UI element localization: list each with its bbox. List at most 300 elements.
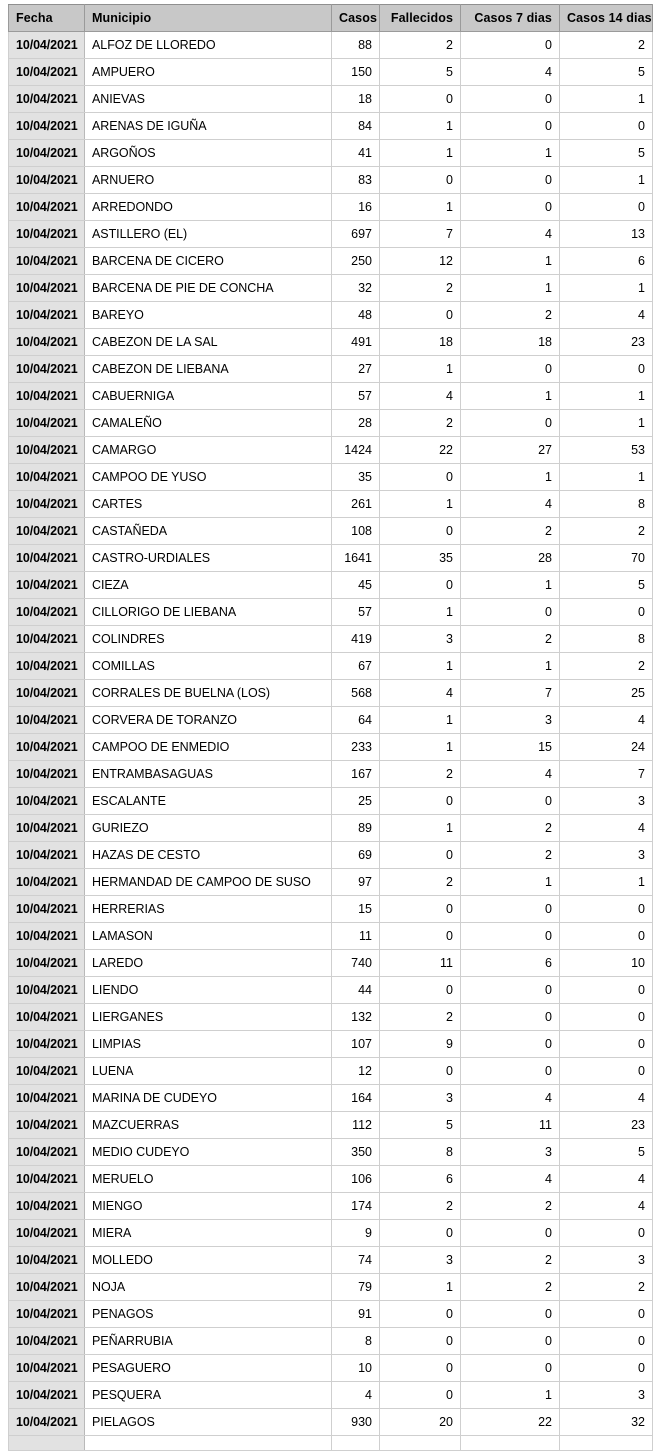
cell-fecha: 10/04/2021 xyxy=(9,1058,85,1085)
cell-casos-7-dias: 1 xyxy=(461,464,560,491)
cell-casos: 57 xyxy=(332,599,380,626)
cell-casos-7-dias: 0 xyxy=(461,167,560,194)
cell-casos-7-dias: 4 xyxy=(461,761,560,788)
cell-fallecidos: 2 xyxy=(380,1004,461,1031)
cell-casos-14-dias: 5 xyxy=(560,140,653,167)
cell-casos-7-dias: 28 xyxy=(461,545,560,572)
cell-casos-7-dias: 4 xyxy=(461,59,560,86)
cell-casos-7-dias: 4 xyxy=(461,1085,560,1112)
table-row[interactable] xyxy=(9,626,653,653)
cell-fallecidos: 1 xyxy=(380,599,461,626)
cell-fecha: 10/04/2021 xyxy=(9,788,85,815)
cell-casos-14-dias: 8 xyxy=(560,491,653,518)
cell-casos-7-dias: 4 xyxy=(461,491,560,518)
cell-fallecidos: 1 xyxy=(380,653,461,680)
table-row[interactable] xyxy=(9,1247,653,1274)
table-row[interactable] xyxy=(9,248,653,275)
cell-casos-14-dias: 2 xyxy=(560,1274,653,1301)
cell-casos-14-dias: 13 xyxy=(560,221,653,248)
cell-casos: 930 xyxy=(332,1409,380,1436)
cell-casos-14-dias: 53 xyxy=(560,437,653,464)
cell-casos: 67 xyxy=(332,653,380,680)
table-header xyxy=(9,5,653,32)
cell-municipio: CABEZON DE LA SAL xyxy=(85,329,332,356)
table-row[interactable] xyxy=(9,977,653,1004)
cell-casos: 48 xyxy=(332,302,380,329)
table-row[interactable] xyxy=(9,1328,653,1355)
cell-casos-7-dias: 0 xyxy=(461,32,560,59)
cell-casos: 1424 xyxy=(332,437,380,464)
table-row[interactable] xyxy=(9,113,653,140)
cell-fallecidos: 0 xyxy=(380,977,461,1004)
cell-fallecidos: 1 xyxy=(380,707,461,734)
cell-casos-14-dias: 0 xyxy=(560,599,653,626)
cell-fallecidos: 0 xyxy=(380,788,461,815)
cell-casos: 28 xyxy=(332,410,380,437)
table-row[interactable] xyxy=(9,140,653,167)
cell-fecha: 10/04/2021 xyxy=(9,1301,85,1328)
cell-municipio: CAMPOO DE ENMEDIO xyxy=(85,734,332,761)
cell-casos-14-dias: 5 xyxy=(560,572,653,599)
cell-casos-7-dias: 0 xyxy=(461,788,560,815)
cell-fecha: 10/04/2021 xyxy=(9,1139,85,1166)
cell-casos: 88 xyxy=(332,32,380,59)
cell-casos-14-dias: 1 xyxy=(560,464,653,491)
cell-casos-7-dias: 2 xyxy=(461,1193,560,1220)
cell-fecha: 10/04/2021 xyxy=(9,653,85,680)
cell-fecha: 10/04/2021 xyxy=(9,1220,85,1247)
cell-casos-14-dias: 0 xyxy=(560,1220,653,1247)
cell-fecha: 10/04/2021 xyxy=(9,1355,85,1382)
cell-municipio: BARCENA DE PIE DE CONCHA xyxy=(85,275,332,302)
cell-fallecidos: 1 xyxy=(380,1274,461,1301)
cell-casos-14-dias: 25 xyxy=(560,680,653,707)
table-row[interactable] xyxy=(9,410,653,437)
cell-fallecidos: 0 xyxy=(380,464,461,491)
cell-municipio: MERUELO xyxy=(85,1166,332,1193)
table-row[interactable] xyxy=(9,356,653,383)
cell-casos-7-dias: 6 xyxy=(461,950,560,977)
cell-fallecidos: 0 xyxy=(380,302,461,329)
cell-fallecidos: 0 xyxy=(380,896,461,923)
cell-casos-14-dias: 10 xyxy=(560,950,653,977)
table-row[interactable] xyxy=(9,1166,653,1193)
cell-casos-7-dias: 0 xyxy=(461,86,560,113)
cell-municipio: PIELAGOS xyxy=(85,1409,332,1436)
table-row[interactable] xyxy=(9,950,653,977)
cell-fallecidos: 0 xyxy=(380,1355,461,1382)
table-row[interactable] xyxy=(9,1139,653,1166)
cell-casos-7-dias: 1 xyxy=(461,1382,560,1409)
cell-municipio: PESAGUERO xyxy=(85,1355,332,1382)
cell-casos-14-dias: 4 xyxy=(560,1193,653,1220)
cell-casos-14-dias: 1 xyxy=(560,275,653,302)
cell-casos-14-dias: 4 xyxy=(560,815,653,842)
cell-municipio: PEÑARRUBIA xyxy=(85,1328,332,1355)
cell-fallecidos: 2 xyxy=(380,410,461,437)
table-row[interactable] xyxy=(9,275,653,302)
cell-municipio: LUENA xyxy=(85,1058,332,1085)
cell-fecha: 10/04/2021 xyxy=(9,1247,85,1274)
cell-municipio: ESCALANTE xyxy=(85,788,332,815)
cell-casos-7-dias: 2 xyxy=(461,842,560,869)
cell-fecha: 10/04/2021 xyxy=(9,950,85,977)
table-row[interactable] xyxy=(9,653,653,680)
cell-casos-14-dias: 1 xyxy=(560,383,653,410)
cell-casos-14-dias: 1 xyxy=(560,86,653,113)
cell-municipio: BARCENA DE CICERO xyxy=(85,248,332,275)
cell-fecha: 10/04/2021 xyxy=(9,707,85,734)
cell-casos-7-dias: 0 xyxy=(461,923,560,950)
cell-casos-14-dias: 0 xyxy=(560,1058,653,1085)
cell-casos-14-dias: 8 xyxy=(560,626,653,653)
cell-fecha: 10/04/2021 xyxy=(9,167,85,194)
cell-casos-14-dias: 1 xyxy=(560,410,653,437)
cell-casos-14-dias: 4 xyxy=(560,707,653,734)
table-row[interactable] xyxy=(9,194,653,221)
cell-casos: 97 xyxy=(332,869,380,896)
cell-fallecidos: 7 xyxy=(380,221,461,248)
cell-municipio: ANIEVAS xyxy=(85,86,332,113)
cell-fecha: 10/04/2021 xyxy=(9,275,85,302)
table-row[interactable] xyxy=(9,1004,653,1031)
cell-casos: 4 xyxy=(332,1382,380,1409)
cell-casos-7-dias: 3 xyxy=(461,1139,560,1166)
table-row[interactable] xyxy=(9,59,653,86)
cell-municipio: CAMPOO DE YUSO xyxy=(85,464,332,491)
cell-fecha: 10/04/2021 xyxy=(9,1004,85,1031)
cell-casos: 91 xyxy=(332,1301,380,1328)
table-row[interactable] xyxy=(9,1274,653,1301)
cell-fallecidos: 4 xyxy=(380,680,461,707)
cell-casos: 419 xyxy=(332,626,380,653)
cell-municipio: LIERGANES xyxy=(85,1004,332,1031)
table-row[interactable] xyxy=(9,302,653,329)
covid-municipality-table xyxy=(8,4,653,1451)
cell-casos: 32 xyxy=(332,275,380,302)
cell-casos: 233 xyxy=(332,734,380,761)
cell-municipio: AMPUERO xyxy=(85,59,332,86)
cell-casos-14-dias: 0 xyxy=(560,113,653,140)
cell-fecha: 10/04/2021 xyxy=(9,248,85,275)
cell-casos: 150 xyxy=(332,59,380,86)
cell-fallecidos: 0 xyxy=(380,167,461,194)
cell-casos: 25 xyxy=(332,788,380,815)
table-row[interactable] xyxy=(9,545,653,572)
cell-municipio: LIENDO xyxy=(85,977,332,1004)
cell-casos: 350 xyxy=(332,1139,380,1166)
cell-fallecidos: 0 xyxy=(380,1301,461,1328)
cell-fallecidos: 6 xyxy=(380,1166,461,1193)
table-row[interactable] xyxy=(9,761,653,788)
cell-fallecidos: 2 xyxy=(380,32,461,59)
cell-fecha: 10/04/2021 xyxy=(9,1274,85,1301)
cell-casos-7-dias: 18 xyxy=(461,329,560,356)
cell-casos-7-dias: 0 xyxy=(461,1328,560,1355)
cell-fecha: 10/04/2021 xyxy=(9,1085,85,1112)
cell-casos-7-dias: 3 xyxy=(461,707,560,734)
table-row[interactable] xyxy=(9,680,653,707)
cell-municipio: COMILLAS xyxy=(85,653,332,680)
cell-municipio: CASTAÑEDA xyxy=(85,518,332,545)
cell-fallecidos: 1 xyxy=(380,356,461,383)
cell-casos: 491 xyxy=(332,329,380,356)
cell-fecha: 10/04/2021 xyxy=(9,86,85,113)
cell-casos-7-dias: 1 xyxy=(461,140,560,167)
cell-casos-14-dias: 0 xyxy=(560,1328,653,1355)
cell-fecha: 10/04/2021 xyxy=(9,977,85,1004)
cell-casos-14-dias: 0 xyxy=(560,977,653,1004)
table-row[interactable] xyxy=(9,788,653,815)
cell-casos-14-dias: 24 xyxy=(560,734,653,761)
table-row[interactable] xyxy=(9,1409,653,1436)
cell-casos-14-dias: 4 xyxy=(560,302,653,329)
cell-municipio: MIENGO xyxy=(85,1193,332,1220)
cell-municipio: CILLORIGO DE LIEBANA xyxy=(85,599,332,626)
cell-casos: 27 xyxy=(332,356,380,383)
cell-municipio: MIERA xyxy=(85,1220,332,1247)
table-row[interactable] xyxy=(9,167,653,194)
cell-casos: 1641 xyxy=(332,545,380,572)
cell-fecha: 10/04/2021 xyxy=(9,545,85,572)
cell-fallecidos: 1 xyxy=(380,734,461,761)
table-row[interactable] xyxy=(9,869,653,896)
cell-fallecidos: 3 xyxy=(380,626,461,653)
cell-casos: 568 xyxy=(332,680,380,707)
cell-fallecidos: 1 xyxy=(380,113,461,140)
cell-casos-14-dias: 3 xyxy=(560,1247,653,1274)
cell-casos: 164 xyxy=(332,1085,380,1112)
cell-fallecidos: 1 xyxy=(380,140,461,167)
cell-municipio: ARNUERO xyxy=(85,167,332,194)
cell-casos-14-dias xyxy=(560,1436,653,1451)
cell-casos: 18 xyxy=(332,86,380,113)
cell-casos-7-dias: 7 xyxy=(461,680,560,707)
cell-fecha: 10/04/2021 xyxy=(9,842,85,869)
cell-casos: 12 xyxy=(332,1058,380,1085)
cell-casos: 167 xyxy=(332,761,380,788)
cell-municipio: CAMALEÑO xyxy=(85,410,332,437)
cell-fecha: 10/04/2021 xyxy=(9,59,85,86)
cell-casos-14-dias: 32 xyxy=(560,1409,653,1436)
cell-fecha: 10/04/2021 xyxy=(9,518,85,545)
cell-fecha: 10/04/2021 xyxy=(9,1112,85,1139)
table-row[interactable] xyxy=(9,221,653,248)
cell-casos: 64 xyxy=(332,707,380,734)
cell-casos: 106 xyxy=(332,1166,380,1193)
column-header-fallecidos[interactable]: Fallecidos xyxy=(380,5,461,32)
cell-fecha: 10/04/2021 xyxy=(9,761,85,788)
cell-casos-14-dias: 0 xyxy=(560,1301,653,1328)
cell-fallecidos: 1 xyxy=(380,815,461,842)
cell-fallecidos: 2 xyxy=(380,1193,461,1220)
cell-fecha: 10/04/2021 xyxy=(9,626,85,653)
column-header-casos-14-dias[interactable]: Casos 14 dias xyxy=(560,5,653,32)
cell-fallecidos: 12 xyxy=(380,248,461,275)
cell-municipio: LAMASON xyxy=(85,923,332,950)
cell-fallecidos: 3 xyxy=(380,1247,461,1274)
cell-fallecidos: 0 xyxy=(380,572,461,599)
cell-fecha: 10/04/2021 xyxy=(9,491,85,518)
table-row[interactable] xyxy=(9,707,653,734)
cell-casos-14-dias: 4 xyxy=(560,1166,653,1193)
cell-municipio: ARREDONDO xyxy=(85,194,332,221)
cell-casos-7-dias: 4 xyxy=(461,221,560,248)
cell-casos-14-dias: 2 xyxy=(560,653,653,680)
cell-municipio: GURIEZO xyxy=(85,815,332,842)
column-header-casos-7-dias[interactable]: Casos 7 dias xyxy=(461,5,560,32)
cell-casos: 107 xyxy=(332,1031,380,1058)
cell-casos-7-dias: 0 xyxy=(461,356,560,383)
cell-casos-14-dias: 1 xyxy=(560,167,653,194)
cell-fallecidos: 5 xyxy=(380,59,461,86)
column-header-casos[interactable]: Casos xyxy=(332,5,380,32)
table-row[interactable] xyxy=(9,437,653,464)
cell-casos-14-dias: 4 xyxy=(560,1085,653,1112)
cell-fecha xyxy=(9,1436,85,1451)
cell-municipio: HERRERIAS xyxy=(85,896,332,923)
table-row[interactable] xyxy=(9,815,653,842)
table-row[interactable] xyxy=(9,923,653,950)
cell-casos: 132 xyxy=(332,1004,380,1031)
cell-casos-7-dias: 0 xyxy=(461,977,560,1004)
cell-fecha: 10/04/2021 xyxy=(9,32,85,59)
cell-fecha: 10/04/2021 xyxy=(9,194,85,221)
cell-municipio: ARENAS DE IGUÑA xyxy=(85,113,332,140)
cell-casos-7-dias: 0 xyxy=(461,1058,560,1085)
table-row[interactable] xyxy=(9,1301,653,1328)
table-row[interactable] xyxy=(9,383,653,410)
cell-municipio: HERMANDAD DE CAMPOO DE SUSO xyxy=(85,869,332,896)
column-header-fecha[interactable]: Fecha xyxy=(9,5,85,32)
cell-casos: 11 xyxy=(332,923,380,950)
cell-casos-7-dias: 0 xyxy=(461,896,560,923)
cell-municipio: NOJA xyxy=(85,1274,332,1301)
cell-casos-14-dias: 70 xyxy=(560,545,653,572)
cell-casos-14-dias: 0 xyxy=(560,194,653,221)
cell-casos-7-dias: 4 xyxy=(461,1166,560,1193)
cell-casos-7-dias: 1 xyxy=(461,869,560,896)
cell-fallecidos xyxy=(380,1436,461,1451)
cell-casos-7-dias: 2 xyxy=(461,1274,560,1301)
cell-casos: 250 xyxy=(332,248,380,275)
table-row[interactable] xyxy=(9,572,653,599)
cell-municipio: BAREYO xyxy=(85,302,332,329)
cell-fecha: 10/04/2021 xyxy=(9,572,85,599)
cell-casos-7-dias: 0 xyxy=(461,1355,560,1382)
cell-municipio: CARTES xyxy=(85,491,332,518)
cell-casos: 57 xyxy=(332,383,380,410)
cell-casos: 83 xyxy=(332,167,380,194)
cell-fecha: 10/04/2021 xyxy=(9,140,85,167)
table-row[interactable] xyxy=(9,86,653,113)
cell-fecha: 10/04/2021 xyxy=(9,1031,85,1058)
cell-fallecidos: 0 xyxy=(380,923,461,950)
cell-municipio: CORRALES DE BUELNA (LOS) xyxy=(85,680,332,707)
table-row[interactable] xyxy=(9,32,653,59)
cell-fecha: 10/04/2021 xyxy=(9,464,85,491)
cell-casos-14-dias: 7 xyxy=(560,761,653,788)
cell-casos-14-dias: 3 xyxy=(560,1382,653,1409)
column-header-municipio[interactable]: Municipio xyxy=(85,5,332,32)
table-row[interactable] xyxy=(9,1193,653,1220)
table-row[interactable] xyxy=(9,896,653,923)
cell-casos-7-dias: 1 xyxy=(461,248,560,275)
cell-fallecidos: 0 xyxy=(380,518,461,545)
table-row[interactable] xyxy=(9,1112,653,1139)
cell-fecha: 10/04/2021 xyxy=(9,437,85,464)
table-row[interactable] xyxy=(9,599,653,626)
cell-fallecidos: 2 xyxy=(380,275,461,302)
cell-fecha: 10/04/2021 xyxy=(9,113,85,140)
cell-casos-7-dias: 1 xyxy=(461,275,560,302)
cell-casos xyxy=(332,1436,380,1451)
table-row[interactable] xyxy=(9,1058,653,1085)
table-row[interactable] xyxy=(9,1382,653,1409)
cell-casos: 697 xyxy=(332,221,380,248)
cell-casos-7-dias: 0 xyxy=(461,1004,560,1031)
cell-fecha: 10/04/2021 xyxy=(9,1166,85,1193)
table-row[interactable] xyxy=(9,1085,653,1112)
cell-municipio: MEDIO CUDEYO xyxy=(85,1139,332,1166)
cell-fecha: 10/04/2021 xyxy=(9,680,85,707)
cell-fecha: 10/04/2021 xyxy=(9,329,85,356)
table-row[interactable] xyxy=(9,491,653,518)
cell-municipio: LIMPIAS xyxy=(85,1031,332,1058)
cell-casos-14-dias: 0 xyxy=(560,923,653,950)
table-row[interactable] xyxy=(9,1220,653,1247)
table-row[interactable] xyxy=(9,329,653,356)
cell-casos: 174 xyxy=(332,1193,380,1220)
cell-casos-7-dias: 1 xyxy=(461,572,560,599)
cell-casos-7-dias: 2 xyxy=(461,626,560,653)
cell-fallecidos: 1 xyxy=(380,491,461,518)
cell-casos-7-dias: 2 xyxy=(461,518,560,545)
table-row[interactable] xyxy=(9,464,653,491)
cell-fallecidos: 9 xyxy=(380,1031,461,1058)
cell-fecha: 10/04/2021 xyxy=(9,383,85,410)
cell-casos: 8 xyxy=(332,1328,380,1355)
cell-casos-7-dias: 0 xyxy=(461,1220,560,1247)
cell-casos-7-dias: 22 xyxy=(461,1409,560,1436)
cell-fallecidos: 1 xyxy=(380,194,461,221)
cell-casos: 89 xyxy=(332,815,380,842)
table-body xyxy=(9,32,653,1451)
cell-fallecidos: 35 xyxy=(380,545,461,572)
table-row[interactable] xyxy=(9,842,653,869)
cell-fallecidos: 0 xyxy=(380,842,461,869)
table-row[interactable] xyxy=(9,1031,653,1058)
cell-fallecidos: 0 xyxy=(380,1220,461,1247)
table-row-partial[interactable] xyxy=(9,1436,653,1451)
cell-municipio: CAMARGO xyxy=(85,437,332,464)
cell-fallecidos: 22 xyxy=(380,437,461,464)
cell-municipio: MAZCUERRAS xyxy=(85,1112,332,1139)
table-row[interactable] xyxy=(9,518,653,545)
cell-casos-14-dias: 2 xyxy=(560,518,653,545)
cell-casos: 740 xyxy=(332,950,380,977)
table-row[interactable] xyxy=(9,734,653,761)
cell-fecha: 10/04/2021 xyxy=(9,221,85,248)
cell-casos-7-dias: 11 xyxy=(461,1112,560,1139)
cell-municipio: MARINA DE CUDEYO xyxy=(85,1085,332,1112)
cell-fecha: 10/04/2021 xyxy=(9,869,85,896)
cell-fecha: 10/04/2021 xyxy=(9,923,85,950)
cell-casos-7-dias xyxy=(461,1436,560,1451)
cell-fallecidos: 4 xyxy=(380,383,461,410)
table-row[interactable] xyxy=(9,1355,653,1382)
cell-fallecidos: 8 xyxy=(380,1139,461,1166)
